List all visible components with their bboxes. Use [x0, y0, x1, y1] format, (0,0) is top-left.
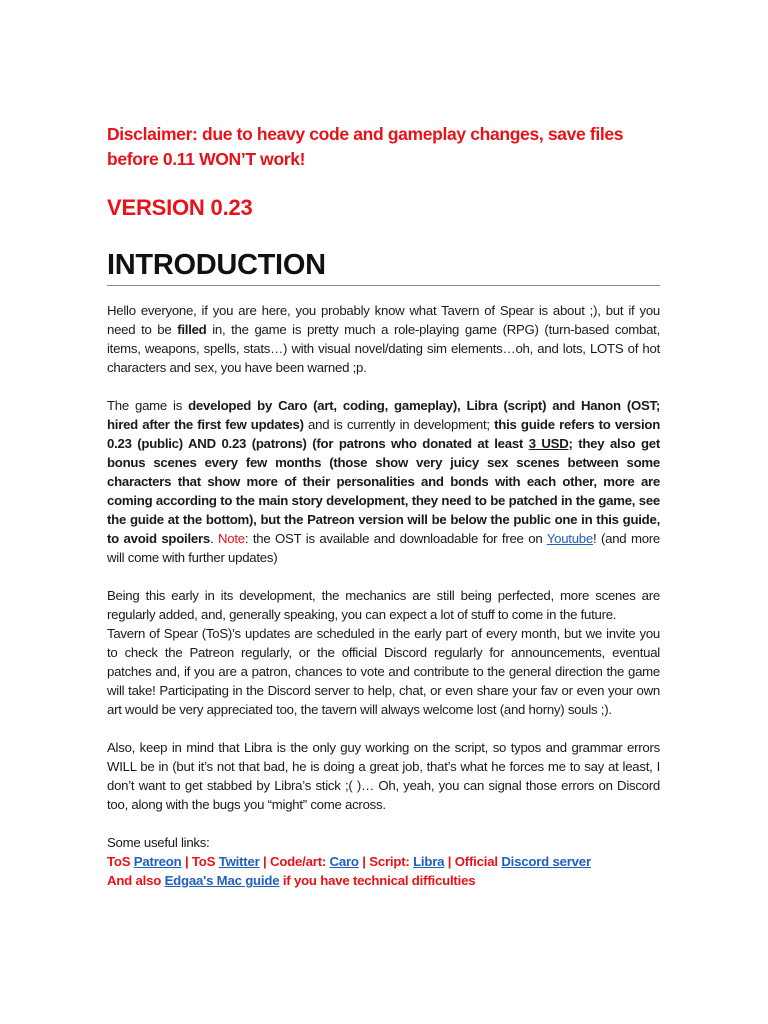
discord-server-link[interactable]: Discord server: [501, 854, 591, 869]
separator: |: [181, 854, 192, 869]
introduction-heading: INTRODUCTION: [107, 248, 660, 286]
separator: |: [444, 854, 455, 869]
text-run: ! (and more will come with further updates): [107, 531, 661, 565]
document-content: [107, 122, 660, 890]
mac-guide-link[interactable]: Edgaa's Mac guide: [164, 873, 280, 888]
links-intro: Some useful links:: [107, 835, 210, 850]
bold-text: developed by Caro (art, coding, gameplay), Libra (script) and Hanon (OST; hired after the first few updates): [107, 398, 660, 432]
intro-paragraph: [107, 301, 660, 377]
development-paragraph: Being this early in its development, the mechanics are still being perfected, more scenes are regularly added, and, generally speaking, you can expect a lot of stuff to come in the future.: [107, 588, 660, 622]
twitter-link[interactable]: Twitter: [218, 854, 260, 869]
disclaimer: Disclaimer: due to heavy code and gameplay changes, save files before 0.11 WON’T work!: [107, 124, 624, 169]
text-run: Hello everyone, if you are here, you probably know what Tavern of Spear is about ;), but if you need to be: [107, 303, 660, 337]
bold-text: ; they also get bonus scenes every few months (those show very juicy sex scenes between some characters that show more of their personalities and bonds with each other, more are coming according to the main story development, they need to be patched in the game, see the guide at the bottom), but the Patreon version will be below the public one in this guide, to avoid spoilers: [107, 436, 661, 546]
text-run: Official: [454, 854, 502, 869]
text-run: Script:: [369, 854, 414, 869]
text-run: if you have technical difficulties: [279, 873, 476, 888]
updates-paragraph: Tavern of Spear (ToS)’s updates are scheduled in the early part of every month, but we invite you to check the Patreon regularly, or the official Discord regularly for announcements, eventual patches and, if you are a patron, chances to vote and contribute to the general direction the game will take! Participating in the Discord server to help, chat, or even share your fav or even your own art would be very appreciated too, the tavern will always welcome lost (and horny) souls ;).: [107, 626, 660, 717]
version-heading: VERSION 0.23: [107, 195, 253, 220]
patreon-link[interactable]: Patreon: [133, 854, 182, 869]
libra-link[interactable]: Libra: [413, 854, 445, 869]
script-paragraph: Also, keep in mind that Libra is the only guy working on the script, so typos and grammar errors WILL be in (but it’s not that bad, he is doing a great job, that’s what he forces me to say at least, I don’t want to get stabbed by Libra’s stick ;( )… Oh, yeah, you can signal those errors on Discord too, along with the bugs you “might” come across.: [107, 740, 660, 812]
text-run: ToS: [107, 854, 134, 869]
links-line: [107, 852, 660, 871]
caro-link[interactable]: Caro: [329, 854, 359, 869]
text-run: Code/art:: [270, 854, 330, 869]
separator: |: [358, 854, 370, 869]
bold-text: filled: [177, 322, 207, 337]
text-run: The game is: [107, 398, 189, 413]
text-run: ToS: [191, 854, 219, 869]
bold-text: this guide refers to version 0.23 (public) AND 0.23 (patrons) (for patrons who donated at least: [107, 417, 660, 451]
youtube-link[interactable]: Youtube: [546, 531, 593, 546]
text-run: And also: [107, 873, 165, 888]
separator: |: [259, 854, 270, 869]
text-run: : the OST is available and downloadable for free on: [244, 531, 547, 546]
note-label: Note: [217, 531, 245, 546]
developers-paragraph: [107, 396, 660, 567]
text-run: and is currently in development;: [303, 417, 495, 432]
text-run: in, the game is pretty much a role-playing game (RPG) (turn-based combat, items, weapons, spells, stats…) with visual novel/dating sim elements…oh, and lots, LOTS of hot characters and sex, you have been warned ;p.: [107, 322, 661, 375]
text-run: .: [209, 531, 218, 546]
mac-guide-line: [107, 871, 660, 890]
usd-amount: 3 USD: [528, 436, 569, 451]
